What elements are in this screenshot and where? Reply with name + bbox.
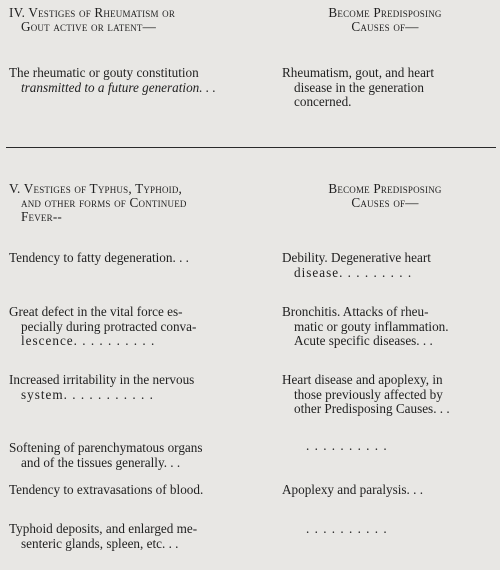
text-line: transmitted to a future generation. . . xyxy=(21,79,216,95)
text-line: disease in the generation xyxy=(294,79,424,95)
predisposing-condition xyxy=(9,483,267,498)
text-line: Apoplexy and paralysis. . . xyxy=(282,482,424,497)
text-line: Bronchitis. Attacks of rheu- xyxy=(282,304,429,319)
text-line: system. . . . . . . . . . . xyxy=(21,386,154,402)
text-line: and of the tissues generally. . . xyxy=(21,454,181,470)
text-line: lescence. . . . . . . . . . xyxy=(21,333,156,348)
text-line: Great defect in the vital force es- xyxy=(9,304,183,319)
section-divider xyxy=(6,147,496,148)
resulting-disease xyxy=(282,305,488,349)
resulting-disease xyxy=(282,438,488,454)
predisposing-condition xyxy=(9,66,267,95)
text-line: other Predisposing Causes. . . xyxy=(294,401,450,416)
predisposing-condition xyxy=(9,522,267,551)
text-line: Acute specific diseases. . . xyxy=(294,333,433,348)
text-line: Tendency to extravasations of blood. xyxy=(9,482,204,497)
text-line: pecially during protracted conva- xyxy=(21,318,197,334)
text-line: Tendency to fatty degeneration. . . xyxy=(9,250,189,265)
resulting-disease xyxy=(282,522,488,537)
text-line: Debility. Degenerative heart xyxy=(282,250,431,265)
text-line: Typhoid deposits, and enlarged me- xyxy=(9,521,198,536)
predisposing-condition xyxy=(9,373,267,402)
text-line: . . . . . . . . . . xyxy=(306,521,388,536)
resulting-disease xyxy=(282,251,488,280)
text-line: matic or gouty inflammation. xyxy=(294,318,449,334)
heading-line: Causes of— xyxy=(351,195,419,210)
section-iv-right-heading xyxy=(282,6,488,34)
text-line: The rheumatic or gouty constitution xyxy=(9,65,199,80)
text-line: those previously affected by xyxy=(294,386,443,402)
predisposing-condition xyxy=(9,251,267,266)
predisposing-condition xyxy=(9,305,267,349)
section-v-right-heading xyxy=(282,182,488,210)
text-line: Softening of parenchymatous organs xyxy=(9,440,203,455)
section-v-left-heading xyxy=(9,182,267,224)
text-line: concerned. xyxy=(294,94,352,109)
heading-line: Become Predisposing xyxy=(328,5,442,20)
predisposing-condition xyxy=(9,441,267,470)
section-iv-left-heading xyxy=(9,6,267,34)
heading-line: and other forms of Continued xyxy=(21,195,187,210)
resulting-disease xyxy=(282,373,488,417)
text-line: disease. . . . . . . . . xyxy=(294,264,413,280)
text-line: Heart disease and apoplexy, in xyxy=(282,372,443,387)
resulting-disease xyxy=(282,66,488,110)
heading-line: Causes of— xyxy=(351,19,419,34)
heading-line: V. Vestiges of Typhus, Typhoid, xyxy=(9,181,183,196)
text-line: Increased irritability in the nervous xyxy=(9,372,195,387)
resulting-disease xyxy=(282,483,488,498)
heading-line: Become Predisposing xyxy=(328,181,442,196)
heading-line: Gout active or latent— xyxy=(21,19,156,34)
text-line: senteric glands, spleen, etc. . . xyxy=(21,535,179,551)
heading-line: Fever-- xyxy=(21,209,63,224)
heading-line: IV. Vestiges of Rheumatism or xyxy=(9,5,176,20)
text-line: . . . . . . . . . . xyxy=(306,438,388,453)
text-line: Rheumatism, gout, and heart xyxy=(282,65,434,80)
